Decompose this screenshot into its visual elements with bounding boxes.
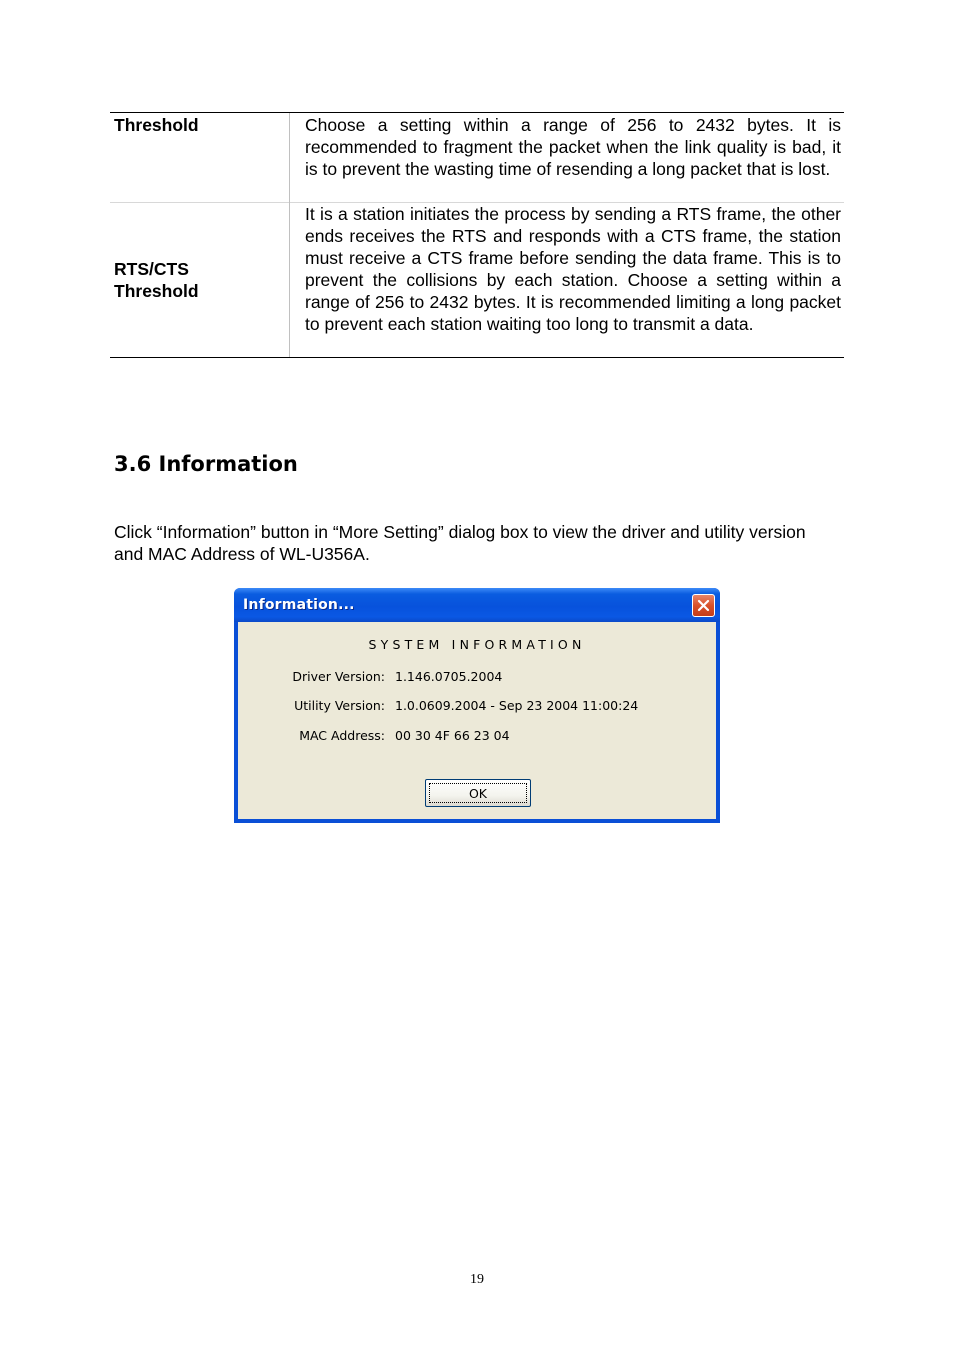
section-heading: 3.6 Information: [114, 452, 298, 476]
close-button[interactable]: [692, 594, 715, 617]
table-row: [110, 113, 844, 203]
intro-paragraph: Click “Information” button in “More Setting” dialog box to view the driver and utility version and MAC Address of WL-U356A.: [114, 522, 806, 564]
settings-table: [110, 112, 844, 358]
focus-ring: [429, 783, 527, 803]
setting-label-line: RTS/CTS: [114, 259, 189, 279]
dialog-client-area: [238, 622, 716, 819]
utility-version-label: Utility Version:: [294, 698, 385, 713]
dialog-title: Information...: [243, 597, 355, 613]
setting-label: Threshold: [110, 113, 290, 203]
table-row: [110, 203, 844, 358]
ok-button[interactable]: [425, 779, 531, 807]
system-information-title: SYSTEM INFORMATION: [368, 637, 586, 652]
setting-description: Choose a setting within a range of 256 to 2432 bytes. It is recommended to fragment the packet when the link quality is bad, it is to prevent the wasting time of resending a long packet that is lost.: [290, 113, 845, 203]
setting-label-line: Threshold: [114, 281, 199, 301]
utility-version-value: 1.0.0609.2004 - Sep 23 2004 11:00:24: [395, 698, 639, 713]
close-icon: [697, 599, 710, 612]
driver-version-label: Driver Version:: [292, 669, 385, 684]
mac-address-value: 00 30 4F 66 23 04: [395, 728, 510, 743]
setting-label: [110, 203, 290, 358]
mac-address-label: MAC Address:: [299, 728, 385, 743]
dialog-titlebar[interactable]: [234, 588, 720, 622]
setting-description: It is a station initiates the process by sending a RTS frame, the other ends receives the RTS and responds with a CTS frame, the station must receive a CTS frame before sending the data frame. This is to prevent the collisions by each station. Choose a setting within a range of 256 to 2432 bytes. It is recommended limiting a long packet to prevent each station waiting too long to transmit a data.: [290, 203, 845, 358]
ok-button-label: OK: [468, 785, 488, 801]
driver-version-value: 1.146.0705.2004: [395, 669, 503, 684]
information-dialog: [234, 588, 720, 823]
page-number: 19: [470, 1272, 484, 1287]
